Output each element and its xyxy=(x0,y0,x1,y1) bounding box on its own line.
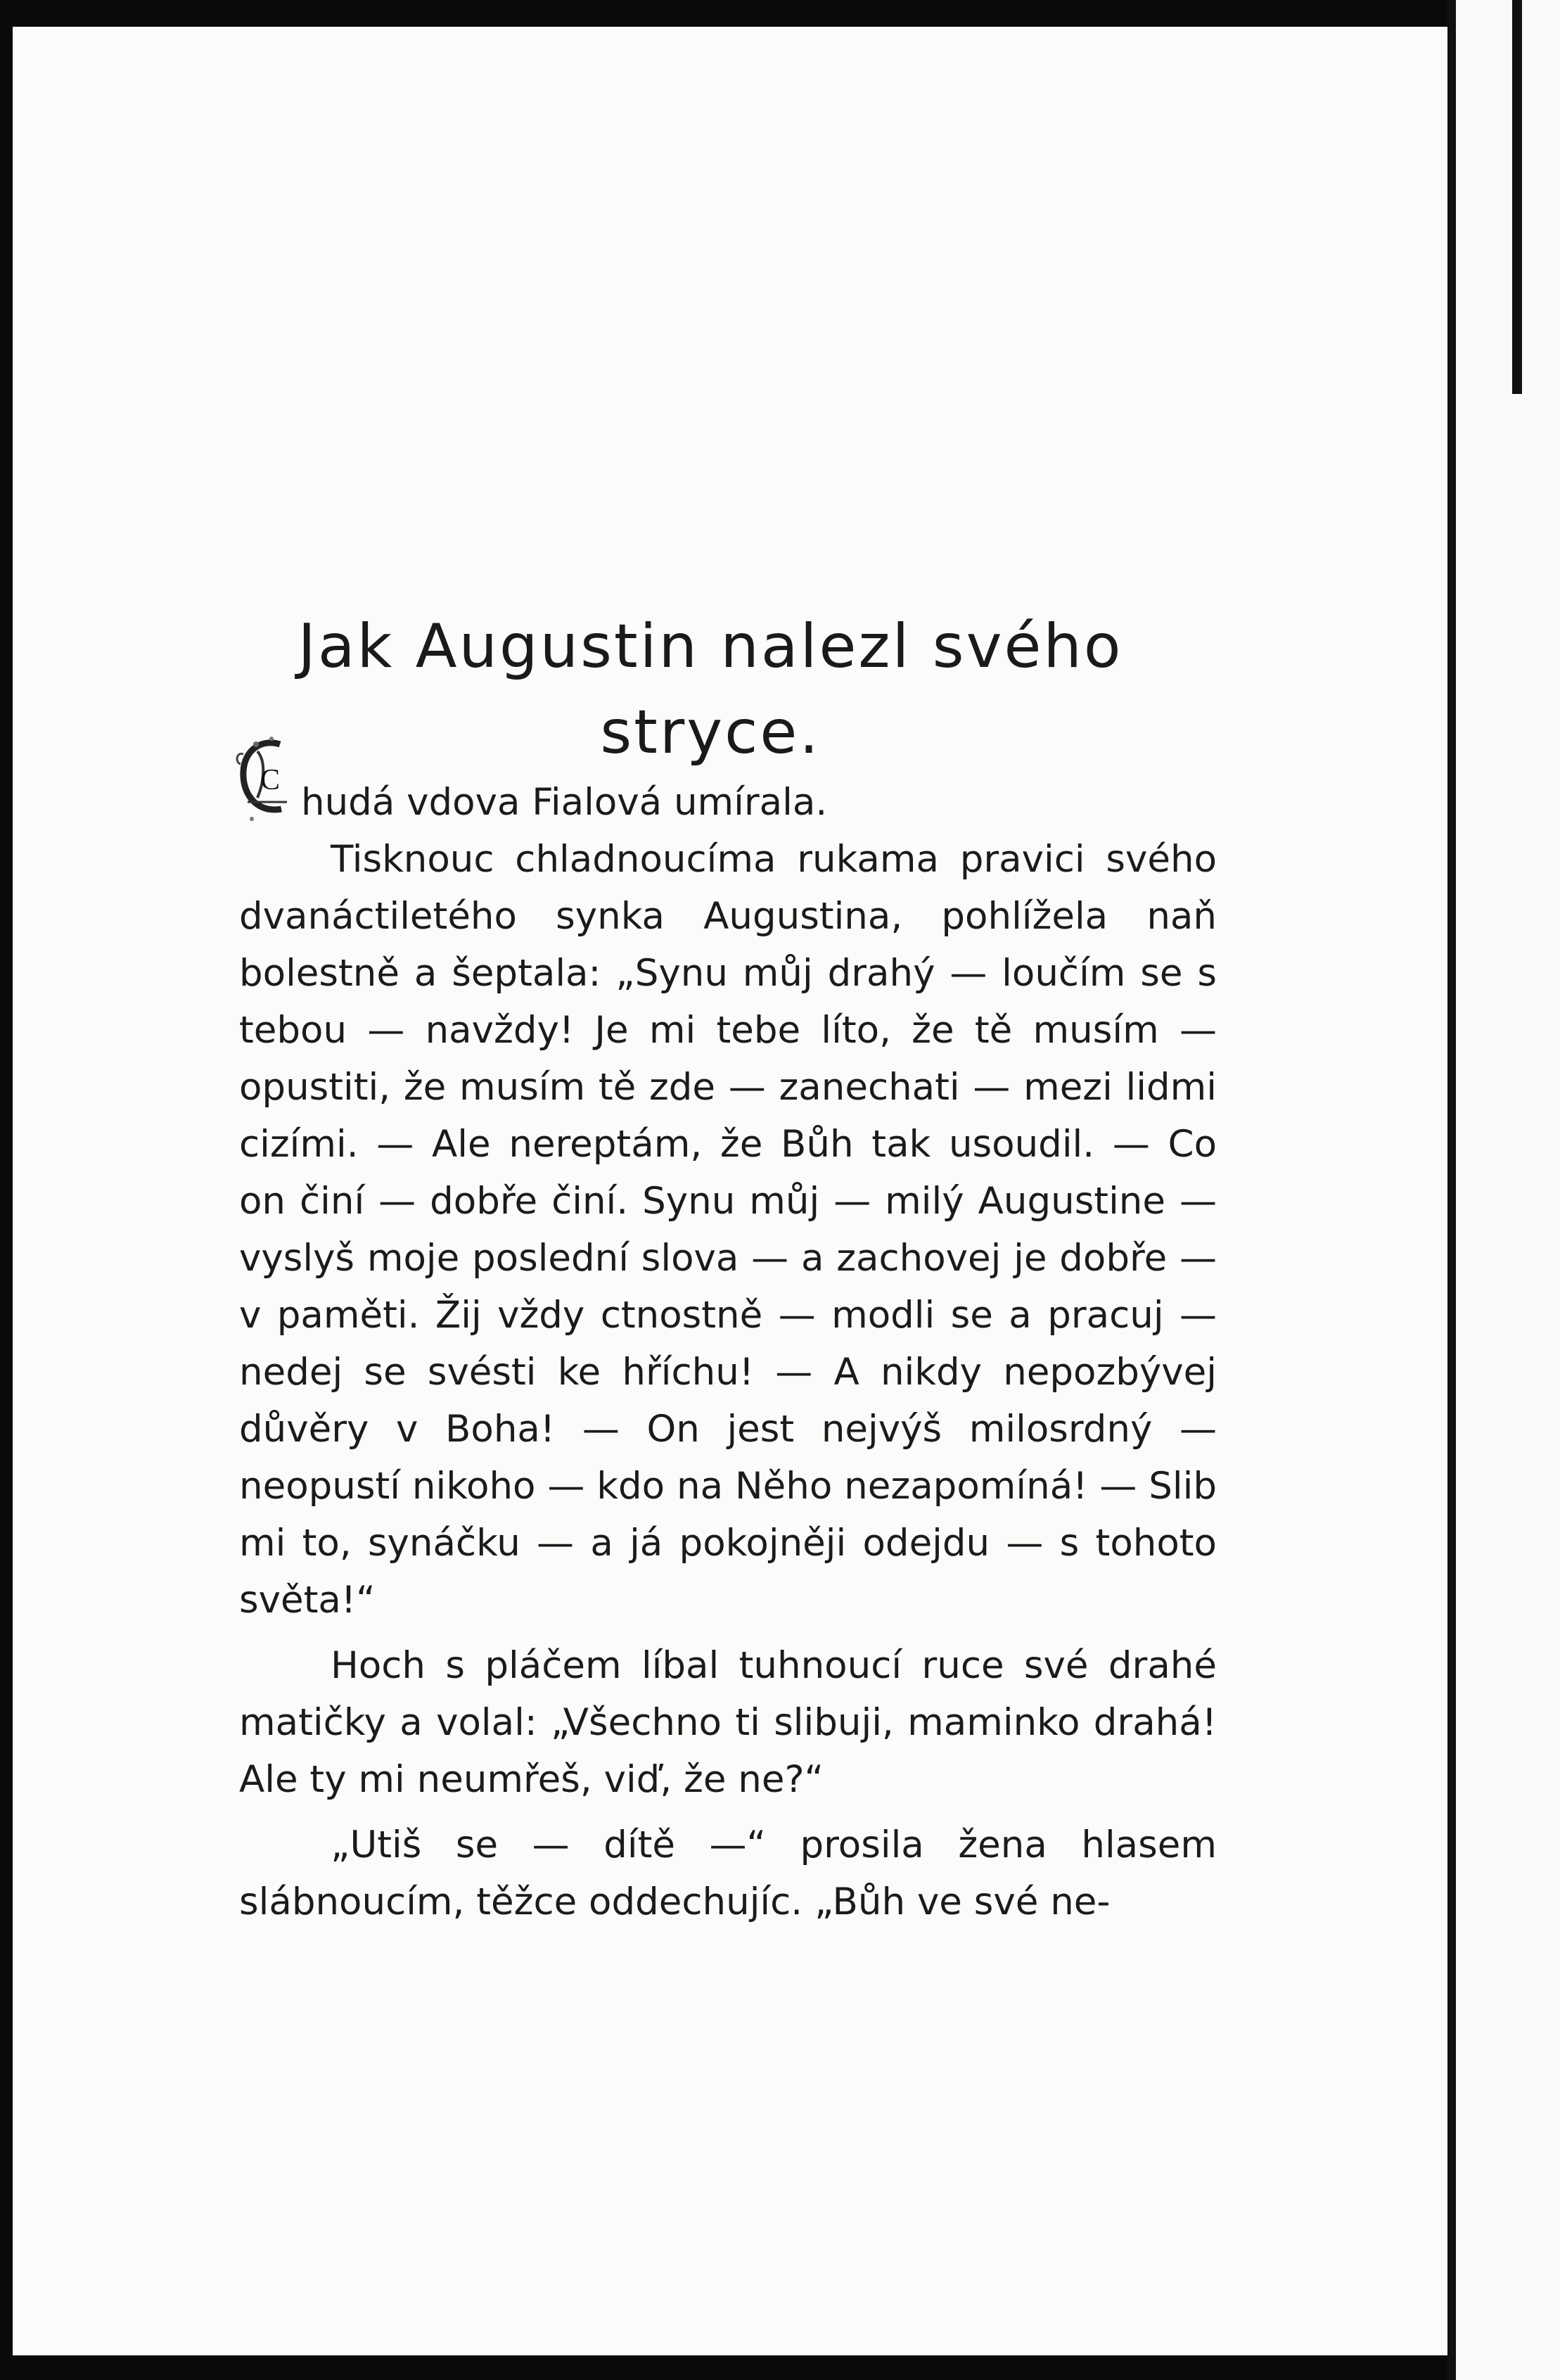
binding-edge-mark xyxy=(1512,0,1522,394)
paragraph: Tisknouc chladnoucíma rukama pravici svého dvanáctiletého synka Augustina, pohlížela naň bolestně a šeptala: „Synu můj drahý — loučím se s tebou — navždy! Je mi tebe líto, že tě musím — opustiti, že musím tě zde — zanechati — mezi lidmi cizími. — Ale nereptám, že Bůh tak usoudil. — Co on činí — dobře činí. Synu můj — milý Augustine — vyslyš moje poslední slova — a zachovej je dobře — v paměti. Žij vždy ctnostně — modli se a pracuj — nedej se svésti ke hříchu! — A nikdy nepozbývej důvěry v Boha! — On jest nejvýš milosrdný — neopustí nikoho — kdo na Něho nezapomíná! — Slib mi to, synáčku — a já pokojněji odejdu — s tohoto světa!“ xyxy=(239,838,1217,1622)
svg-text:C: C xyxy=(260,764,281,796)
paragraph: Hoch s pláčem líbal tuhnoucí ruce své drahé matičky a volal: „Všechno ti slibuji, maminko drahá! Ale ty mi neumřeš, viď, že ne?“ xyxy=(239,1644,1217,1801)
body-text xyxy=(239,774,1217,1930)
adjacent-page-strip xyxy=(1456,0,1560,2380)
paragraph: „Utiš se — dítě —“ prosila žena hlasem slábnoucím, těžce oddechujíc. „Bůh ve své ne- xyxy=(239,1824,1217,1923)
paragraph: hudá vdova Fialová umírala. xyxy=(301,781,828,824)
chapter-title: Jak Augustin nalezl svého stryce. xyxy=(298,611,1123,768)
